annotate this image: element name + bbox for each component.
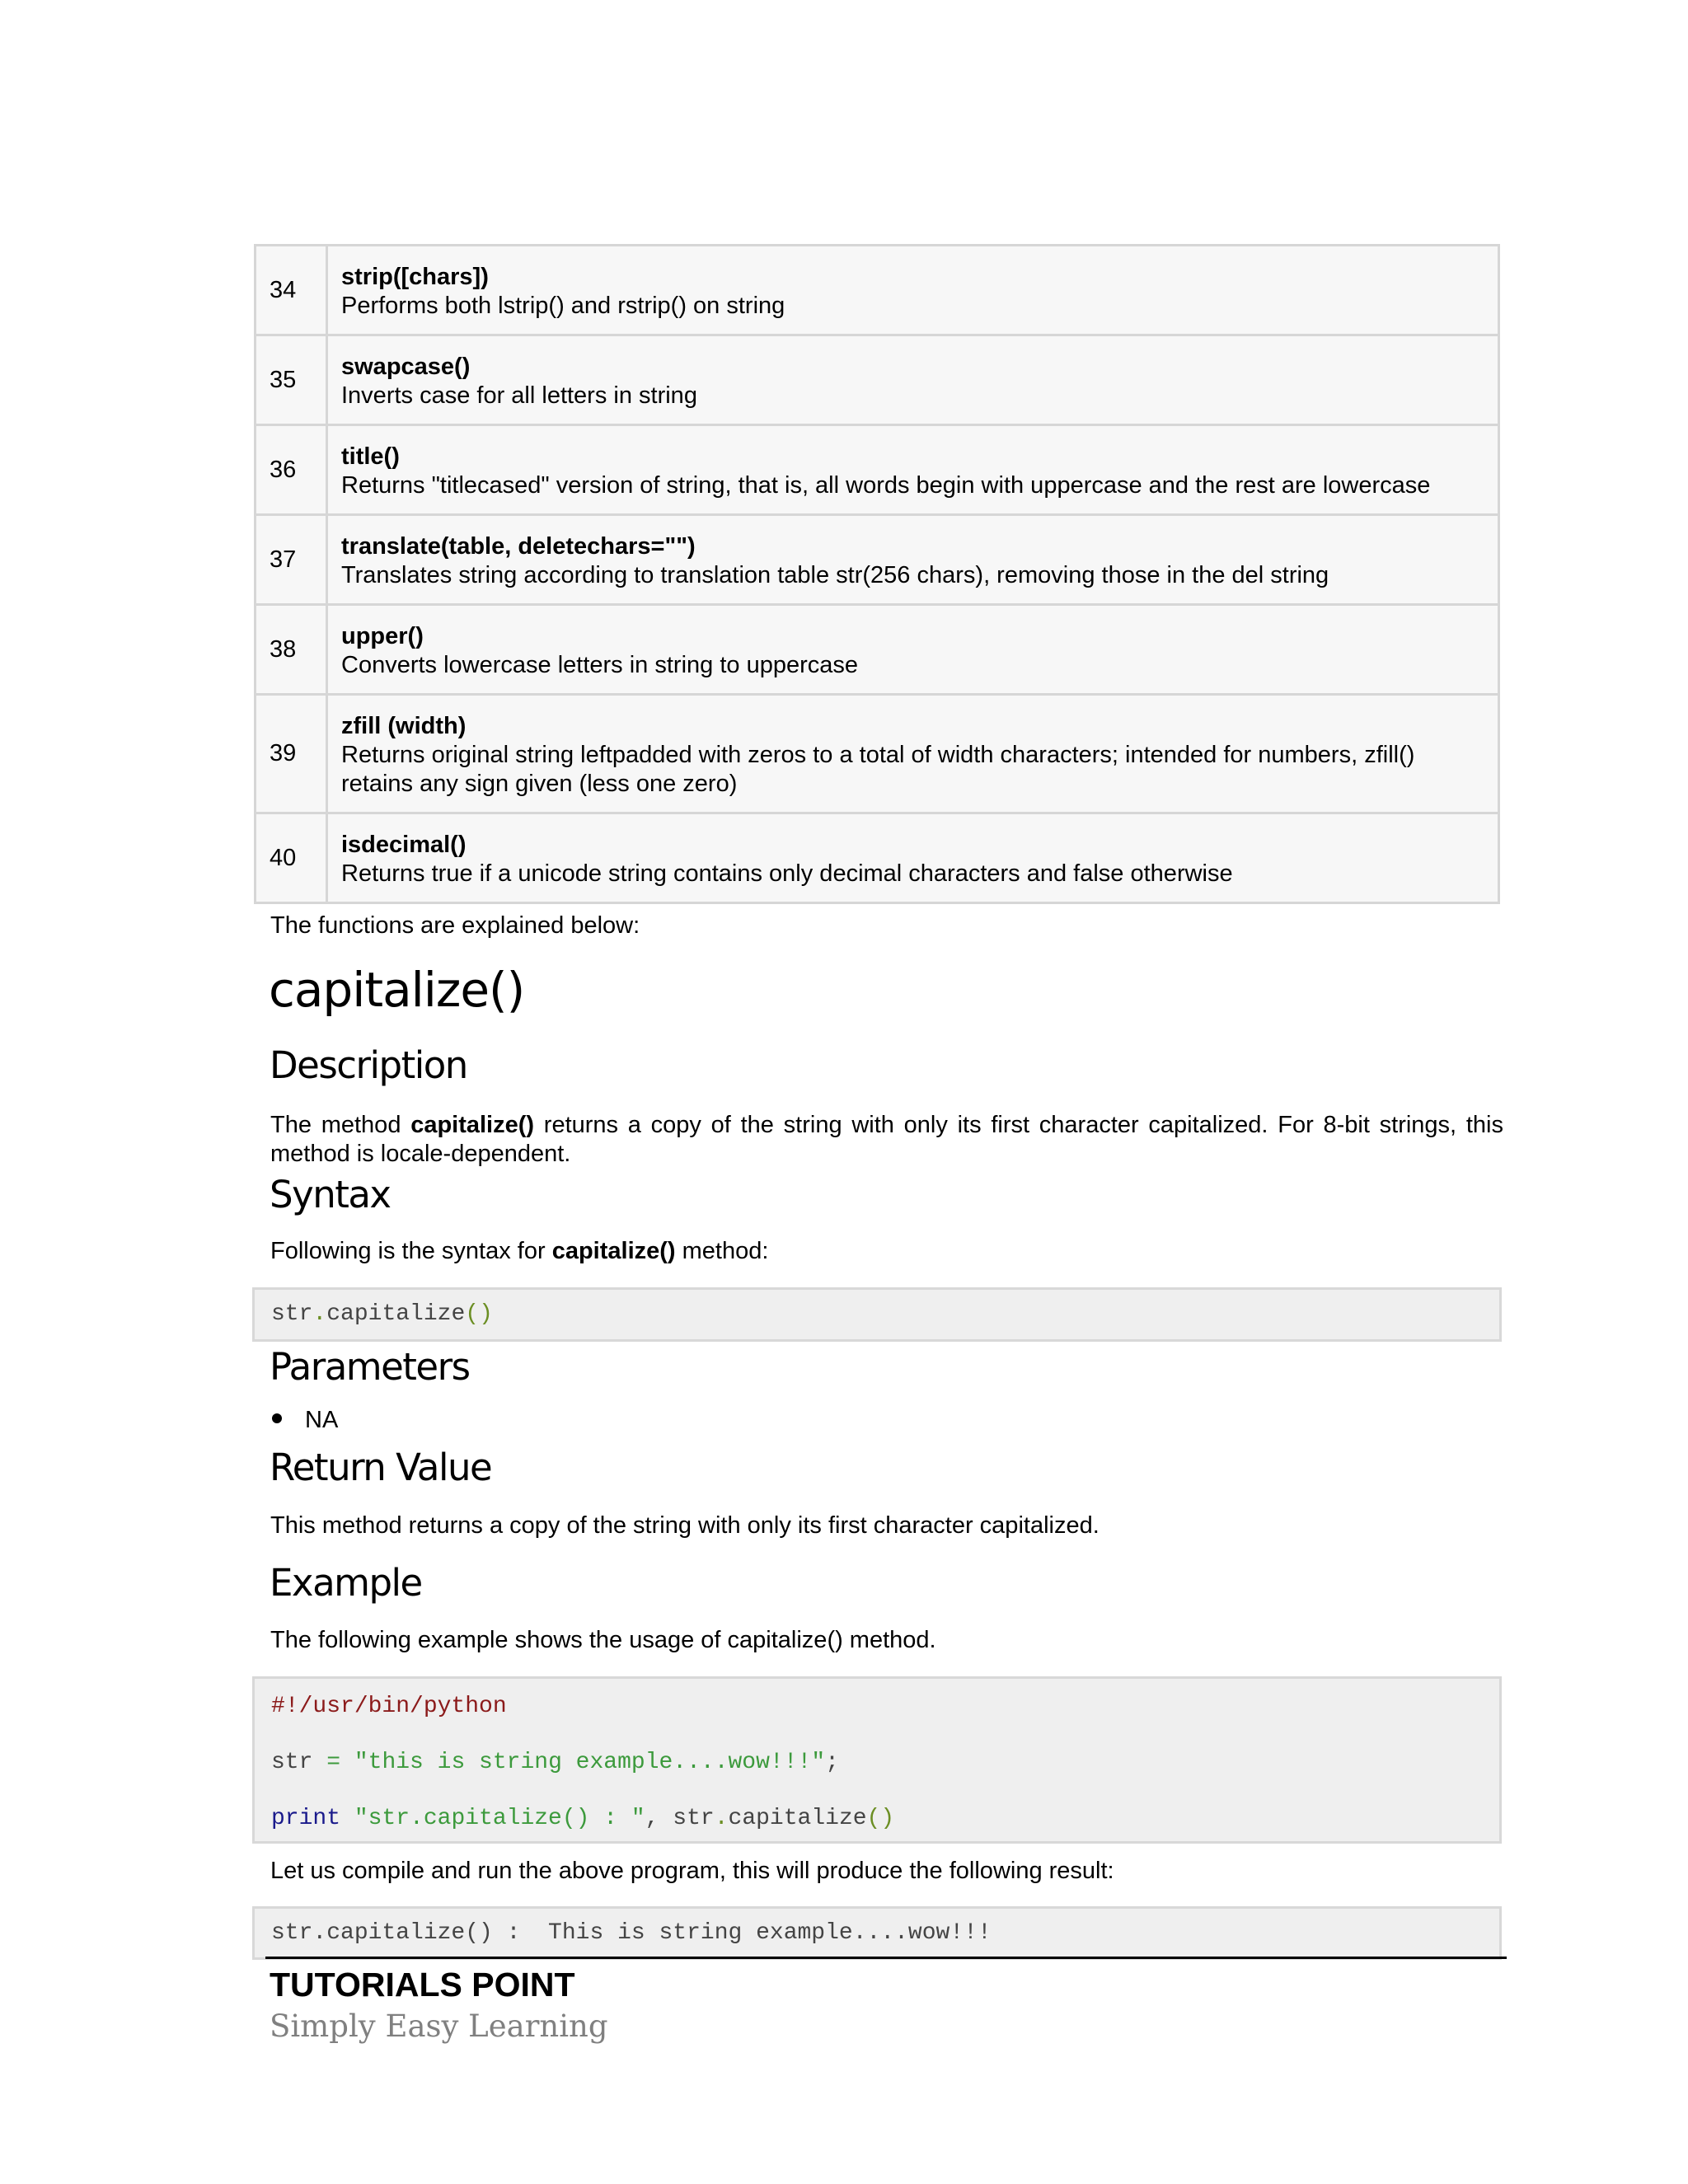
string-methods-table: [254, 244, 1500, 904]
table-row: [256, 425, 1499, 515]
return-value-text: This method returns a copy of the string with only its first character capitalized.: [270, 1512, 1100, 1539]
row-number: 35: [256, 335, 327, 425]
method-name: isdecimal(): [341, 832, 467, 858]
footer-brand-tagline: Simply Easy Learning: [270, 2008, 608, 2044]
method-description: Inverts case for all letters in string: [341, 382, 697, 409]
method-name: zfill (width): [341, 713, 467, 739]
method-description: Converts lowercase letters in string to uppercase: [341, 652, 859, 678]
method-description: Returns original string leftpadded with zeros to a total of width characters; intended for numbers, zfill() retains any sign given (less one zero): [341, 742, 1415, 797]
description-text-part: The method: [270, 1112, 411, 1138]
syntax-heading: Syntax: [270, 1173, 391, 1216]
row-content: [327, 605, 1499, 695]
code-line: [271, 1679, 1499, 1735]
table-row: [256, 335, 1499, 425]
code-token: str: [271, 1301, 313, 1327]
code-token: capitalize: [728, 1806, 867, 1831]
return-value-heading: Return Value: [270, 1446, 492, 1489]
row-content: [327, 425, 1499, 515]
row-content: [327, 335, 1499, 425]
method-name: title(): [341, 443, 400, 470]
result-text: Let us compile and run the above program, this will produce the following result:: [270, 1858, 1114, 1884]
example-text: The following example shows the usage of capitalize() method.: [270, 1627, 936, 1653]
table-row: [256, 246, 1499, 335]
syntax-text: [270, 1237, 1503, 1266]
function-title: capitalize(): [269, 962, 525, 1018]
parameter-list-item: [270, 1406, 338, 1435]
code-token: =: [326, 1750, 341, 1775]
syntax-code-block: [252, 1287, 1502, 1342]
parameters-heading: Parameters: [270, 1345, 470, 1389]
row-content: [327, 515, 1499, 605]
table-row: [256, 515, 1499, 605]
syntax-method-name: capitalize(): [551, 1238, 676, 1264]
code-token: .: [312, 1301, 327, 1327]
method-description: Translates string according to translation table str(256 chars), removing those in the del string: [341, 562, 1329, 588]
code-token: "str.capitalize() : ": [340, 1806, 645, 1831]
method-description: Returns true if a unicode string contains only decimal characters and false otherwise: [341, 860, 1233, 887]
example-code-block: [252, 1676, 1502, 1844]
row-content: [327, 813, 1499, 903]
parameter-value: NA: [305, 1407, 339, 1433]
row-number: 36: [256, 425, 327, 515]
bullet-icon: [272, 1413, 282, 1423]
intro-text: The functions are explained below:: [270, 912, 640, 939]
method-description: Returns "titlecased" version of string, that is, all words begin with uppercase and the rest are lowercase: [341, 472, 1431, 499]
code-token: .: [714, 1806, 729, 1831]
code-token: "this is string example....wow!!!": [340, 1750, 826, 1775]
method-name: upper(): [341, 623, 424, 649]
row-number: 37: [256, 515, 327, 605]
example-heading: Example: [270, 1561, 422, 1605]
code-line: [271, 1735, 1499, 1791]
code-token: str: [271, 1750, 327, 1775]
row-number: 34: [256, 246, 327, 335]
code-line: [271, 1290, 1499, 1339]
footer-brand-title: TUTORIALS POINT: [270, 1966, 575, 2004]
description-text: [270, 1111, 1503, 1169]
table-row: [256, 605, 1499, 695]
code-line: str.capitalize() : This is string example....wow!!!: [271, 1920, 992, 1946]
row-number: 40: [256, 813, 327, 903]
row-content: [327, 246, 1499, 335]
table-row: [256, 695, 1499, 813]
method-name: translate(table, deletechars=""): [341, 533, 696, 560]
row-number: 38: [256, 605, 327, 695]
code-line: [271, 1791, 1499, 1847]
result-output-block: [252, 1906, 1502, 1960]
code-token: print: [271, 1806, 341, 1831]
row-content: [327, 695, 1499, 813]
footer-divider: [265, 1957, 1507, 1959]
method-description: Performs both lstrip() and rstrip() on string: [341, 293, 785, 319]
code-token: capitalize: [326, 1301, 466, 1327]
syntax-text-part: method:: [675, 1238, 769, 1264]
description-method-name: capitalize(): [410, 1112, 535, 1138]
row-number: 39: [256, 695, 327, 813]
syntax-text-part: Following is the syntax for: [270, 1238, 552, 1264]
code-token: #!/usr/bin/python: [271, 1694, 507, 1719]
method-name: swapcase(): [341, 354, 471, 380]
description-heading: Description: [270, 1043, 467, 1087]
table-row: [256, 813, 1499, 903]
description-text-part: returns a copy of the string with only its first character capitalized. For 8-bit strings, this method is locale-dependent.: [270, 1112, 1503, 1167]
method-name: strip([chars]): [341, 264, 489, 290]
code-token: (): [465, 1301, 493, 1327]
code-token: , str: [645, 1806, 715, 1831]
code-token: (): [866, 1806, 895, 1831]
code-token: ;: [825, 1750, 839, 1775]
